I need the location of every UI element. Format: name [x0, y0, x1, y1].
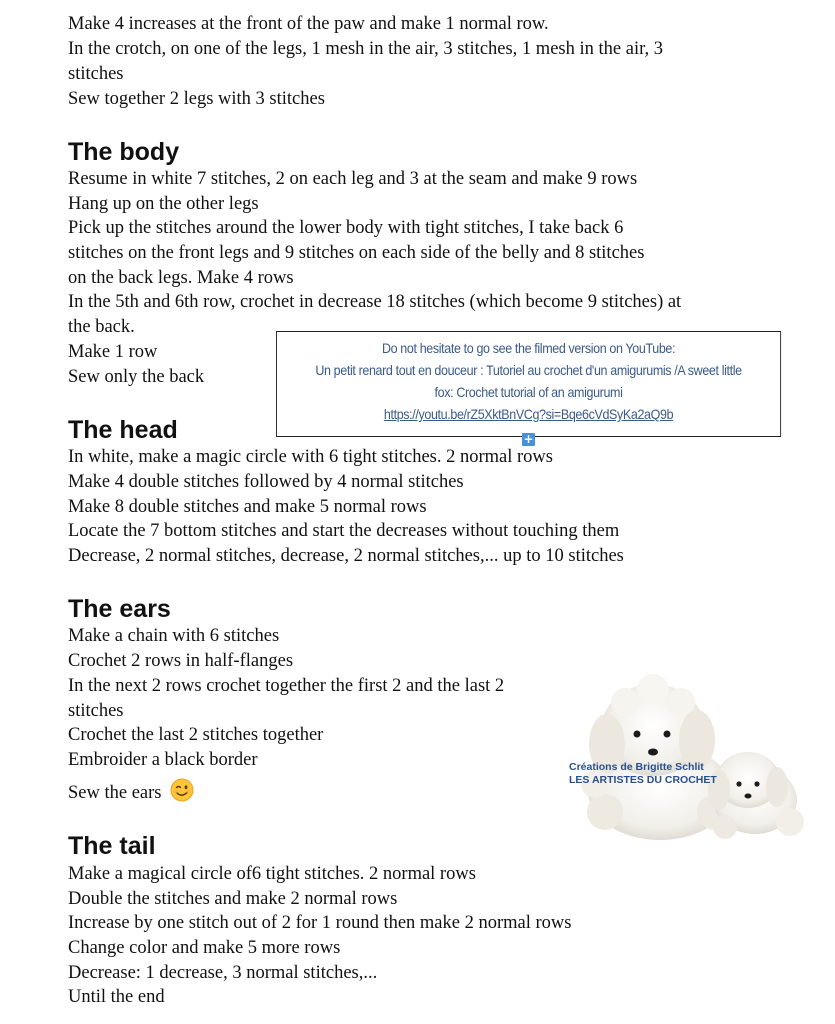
tail-line: Change color and make 5 more rows [68, 938, 341, 958]
ears-line: In the next 2 rows crochet together the first 2 and the last 2 [68, 676, 505, 696]
tail-line: Until the end [68, 987, 165, 1007]
body-line: Hang up on the other legs [68, 194, 259, 214]
ears-line: stitches [68, 701, 124, 721]
tail-line: Make a magical circle of6 tight stitches. 2 normal rows [68, 864, 476, 884]
head-line: Locate the 7 bottom stitches and start the decreases without touching them [68, 521, 620, 541]
head-line: Make 4 double stitches followed by 4 normal stitches [68, 472, 464, 492]
head-line: Make 8 double stitches and make 5 normal rows [68, 497, 427, 517]
body-line: Make 1 row [68, 342, 158, 362]
callout-line: Do not hesitate to go see the filmed version on YouTube: [381, 341, 676, 356]
ears-line: Crochet 2 rows in half-flanges [68, 651, 294, 671]
section-title-body: The body [68, 138, 180, 166]
tail-line: Double the stitches and make 2 normal rows [68, 889, 398, 909]
winking-face-icon [170, 778, 194, 810]
intro-line: Make 4 increases at the front of the paw and make 1 normal row. [68, 14, 549, 34]
body-line: the back. [68, 317, 135, 337]
section-title-ears: The ears [68, 595, 171, 623]
ears-line: Crochet the last 2 stitches together [68, 725, 324, 745]
photo-caption-line1: Créations de Brigitte Schlit [569, 761, 704, 773]
ears-line [68, 778, 194, 810]
body-line: on the back legs. Make 4 rows [68, 268, 294, 288]
crochet-dogs-photo [565, 672, 805, 850]
intro-line: Sew together 2 legs with 3 stitches [68, 89, 325, 109]
head-line: In white, make a magic circle with 6 tight stitches. 2 normal rows [68, 447, 553, 467]
section-title-head: The head [68, 416, 178, 444]
youtube-link[interactable]: https://youtu.be/rZ5XktBnVCg?si=Bqe6cVdSyKa2aQ9b [383, 407, 674, 422]
photo-caption-line2: LES ARTISTES DU CROCHET [569, 774, 717, 786]
callout-line: Un petit renard tout en douceur : Tutoriel au crochet d'un amigurumis /A sweet little [315, 363, 742, 378]
section-title-tail: The tail [68, 832, 156, 860]
ears-line: Make a chain with 6 stitches [68, 626, 280, 646]
callout-line: fox: Crochet tutorial of an amigurumi [434, 385, 623, 400]
ears-line-text: Sew the ears [68, 783, 162, 803]
head-line: Decrease, 2 normal stitches, decrease, 2 normal stitches,... up to 10 stitches [68, 546, 624, 566]
intro-line: stitches [68, 64, 124, 84]
tail-line: Increase by one stitch out of 2 for 1 round then make 2 normal rows [68, 913, 572, 933]
tail-line: Decrease: 1 decrease, 3 normal stitches,... [68, 963, 378, 983]
youtube-callout-box [276, 331, 781, 437]
add-block-icon[interactable]: + [523, 432, 534, 446]
body-line: Pick up the stitches around the lower body with tight stitches, I take back 6 [68, 218, 624, 238]
body-line: Resume in white 7 stitches, 2 on each leg and 3 at the seam and make 9 rows [68, 169, 638, 189]
ears-line: Embroider a black border [68, 750, 258, 770]
body-line: stitches on the front legs and 9 stitches on each side of the belly and 8 stitches [68, 243, 645, 263]
body-line: Sew only the back [68, 367, 205, 387]
body-line: In the 5th and 6th row, crochet in decrease 18 stitches (which become 9 stitches) at [68, 292, 682, 312]
intro-line: In the crotch, on one of the legs, 1 mesh in the air, 3 stitches, 1 mesh in the air, 3 [68, 39, 663, 59]
